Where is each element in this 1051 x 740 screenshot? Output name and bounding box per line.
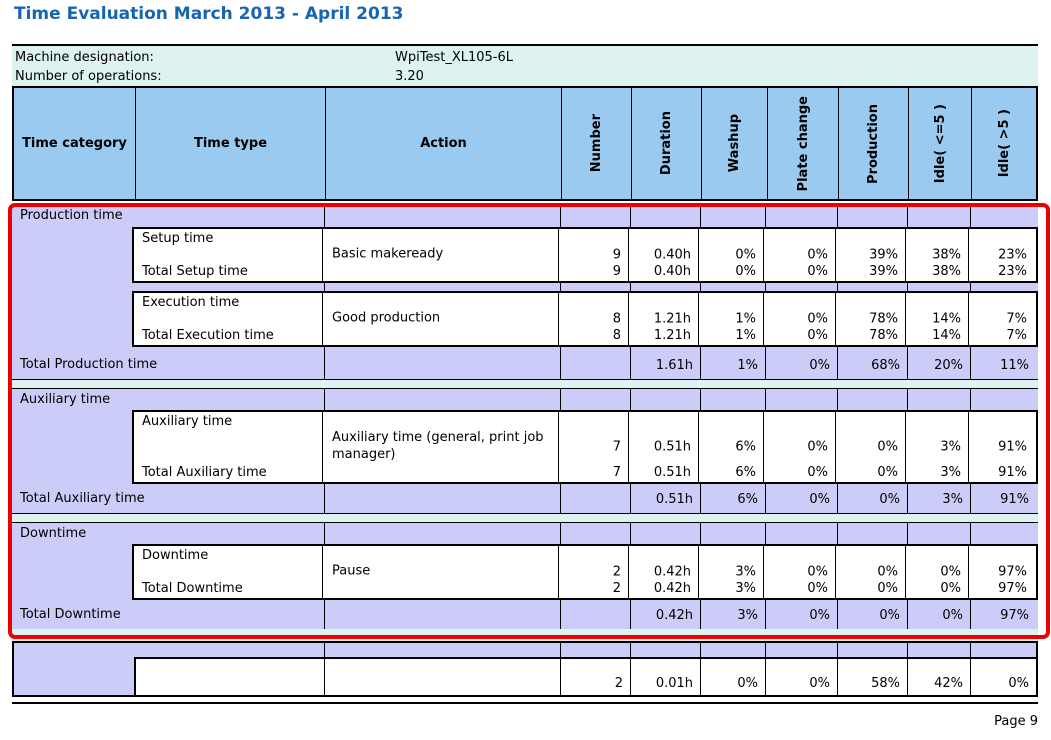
column-divider [322,229,323,281]
block-left-border [134,657,136,695]
value-cell: 0% [807,564,828,580]
value-cell: 7 [612,465,621,480]
value-cell: 0% [877,439,898,455]
value-cell: 0% [807,264,828,279]
value-cell: 97% [1000,608,1029,623]
value-row [558,248,1034,263]
value-cell: 0% [879,608,900,623]
machine-designation-value: WpiTest_XL105-6L [395,50,513,65]
section-downtime [12,523,1038,629]
value-cell [560,358,630,373]
value-cell: 14% [932,328,961,343]
value-cell: 2 [614,676,623,691]
auxiliary-time-block [132,410,1038,484]
operations-row [12,67,1038,86]
value-cell: 91% [1000,492,1029,507]
value-row [558,565,1034,580]
value-cell: 39% [869,247,898,263]
col-header-time-type: Time type [136,88,326,199]
section-total-values [560,358,1036,373]
section-total-values [560,492,1036,507]
value-cell: 3% [735,581,756,596]
section-category-label: Auxiliary time [20,392,111,407]
table-header-row [12,86,1038,201]
value-cell: 8 [612,328,621,343]
time-type-label: Execution time [142,295,240,310]
value-cell: 0% [877,564,898,580]
category-cell [14,643,134,695]
section-total-label: Total Auxiliary time [20,491,145,506]
value-cell [560,608,630,623]
value-cell: 78% [869,328,898,343]
value-cell: 0.51h [653,439,691,455]
value-cell: 7 [612,439,621,455]
value-cell: 14% [932,311,961,327]
col-header-idle-le5: Idle( <=5 ) [909,88,972,199]
value-cell: 0% [942,608,963,623]
value-cell: 0% [807,328,828,343]
value-cell: 0% [809,492,830,507]
section-category-label: Production time [20,208,123,223]
value-cell: 0% [940,564,961,580]
column-divider [322,412,323,482]
value-cell: 2 [612,581,621,596]
value-cell: 0% [807,311,828,327]
value-cell: 42% [934,676,963,691]
value-cell: 0% [807,581,828,596]
value-cell: 1.61h [655,358,693,373]
value-cell: 23% [998,264,1027,279]
section-auxiliary-time [12,389,1038,513]
value-row [558,264,1034,279]
value-cell: 1% [737,358,758,373]
col-header-duration: Duration [632,88,702,199]
value-row [558,440,1034,455]
column-divider [322,546,323,598]
value-cell: 6% [735,439,756,455]
section-separator [12,379,1038,389]
value-cell: 0% [879,492,900,507]
value-cell: 0.51h [655,492,693,507]
section-total-label: Total Production time [20,357,158,372]
value-cell: 0.42h [655,608,693,623]
action-label: Basic makeready [332,246,444,262]
value-cell: 38% [932,264,961,279]
value-row [560,676,1036,691]
col-header-number: Number [562,88,632,199]
value-cell: 3% [942,492,963,507]
time-type-label: Setup time [142,231,214,246]
value-cell: 0.40h [653,247,691,263]
section-total-values [560,608,1036,623]
time-type-total-label: Total Setup time [142,264,248,279]
col-header-washup: Washup [702,88,768,199]
time-type-label: Downtime [142,548,209,563]
operations-label: Number of operations: [15,69,162,84]
action-label: Auxiliary time (general, print job manager) [332,430,544,462]
col-header-action: Action [326,88,562,199]
value-cell: 8 [612,311,621,327]
category-row [134,643,1036,659]
value-cell: 39% [869,264,898,279]
value-cell: 1% [735,328,756,343]
section-category-label: Downtime [20,526,87,541]
downtime-block [132,544,1038,600]
value-cell: 6% [737,492,758,507]
value-cell: 0.01h [655,676,693,691]
column-divider [324,643,325,695]
time-type-total-label: Total Auxiliary time [142,465,267,480]
value-cell: 11% [1000,358,1029,373]
value-cell: 97% [998,581,1027,596]
value-cell: 3% [940,439,961,455]
time-type-total-label: Total Execution time [142,328,274,343]
page-title: Time Evaluation March 2013 - April 2013 [14,4,404,24]
value-cell: 0% [877,465,898,480]
value-cell [560,492,630,507]
value-cell: 0% [809,608,830,623]
column-divider [322,293,323,345]
value-cell: 1% [735,311,756,327]
machine-info-panel [12,46,1038,86]
value-cell: 38% [932,247,961,263]
value-cell: 0% [1008,676,1029,691]
value-row [558,312,1034,327]
value-cell: 91% [998,465,1027,480]
value-cell: 0% [735,264,756,279]
time-type-label: Auxiliary time [142,414,233,429]
value-cell: 97% [998,564,1027,580]
page-number: Page 9 [994,714,1038,729]
value-cell: 23% [998,247,1027,263]
value-cell: 3% [940,465,961,480]
bottom-divider [12,702,1038,704]
value-cell: 0% [940,581,961,596]
col-header-time-category: Time category [14,88,136,199]
value-cell: 78% [869,311,898,327]
setup-time-block [132,227,1038,283]
value-cell: 6% [735,465,756,480]
machine-designation-row [12,48,1038,67]
action-label: Good production [332,310,441,326]
value-cell: 0.42h [653,564,691,580]
value-cell: 0% [807,439,828,455]
value-cell: 0.40h [653,264,691,279]
section-separator [12,513,1038,523]
value-cell: 9 [612,264,621,279]
value-cell: 0% [737,676,758,691]
value-cell: 9 [612,247,621,263]
execution-time-block [132,291,1038,347]
section-separator [12,629,1038,641]
report-table [12,46,1038,704]
value-cell: 0.51h [653,465,691,480]
value-cell: 58% [871,676,900,691]
value-cell: 1.21h [653,328,691,343]
value-cell: 7% [1006,311,1027,327]
value-row [558,581,1034,596]
value-cell: 91% [998,439,1027,455]
value-row [558,465,1034,480]
time-type-total-label: Total Downtime [142,581,243,596]
value-cell: 1.21h [653,311,691,327]
col-header-production: Production [839,88,909,199]
value-row [558,328,1034,343]
value-cell: 0% [809,676,830,691]
machine-designation-label: Machine designation: [15,50,154,65]
value-cell: 68% [871,358,900,373]
value-cell: 3% [737,608,758,623]
col-header-idle-gt5: Idle( >5 ) [996,109,1012,178]
action-label: Pause [332,563,371,579]
col-header-plate-change: Plate change [768,88,839,199]
value-cell: 7% [1006,328,1027,343]
value-cell: 0% [807,465,828,480]
value-cell: 0% [877,581,898,596]
value-cell: 0.42h [653,581,691,596]
section-production-time [12,205,1038,379]
value-cell: 0% [735,247,756,263]
value-cell: 3% [735,564,756,580]
section-total-label: Total Downtime [20,607,121,622]
value-cell: 0% [807,247,828,263]
section-partial [12,641,1038,697]
value-cell: 2 [612,564,621,580]
value-cell: 20% [934,358,963,373]
operations-value: 3.20 [395,69,424,84]
value-cell: 0% [809,358,830,373]
